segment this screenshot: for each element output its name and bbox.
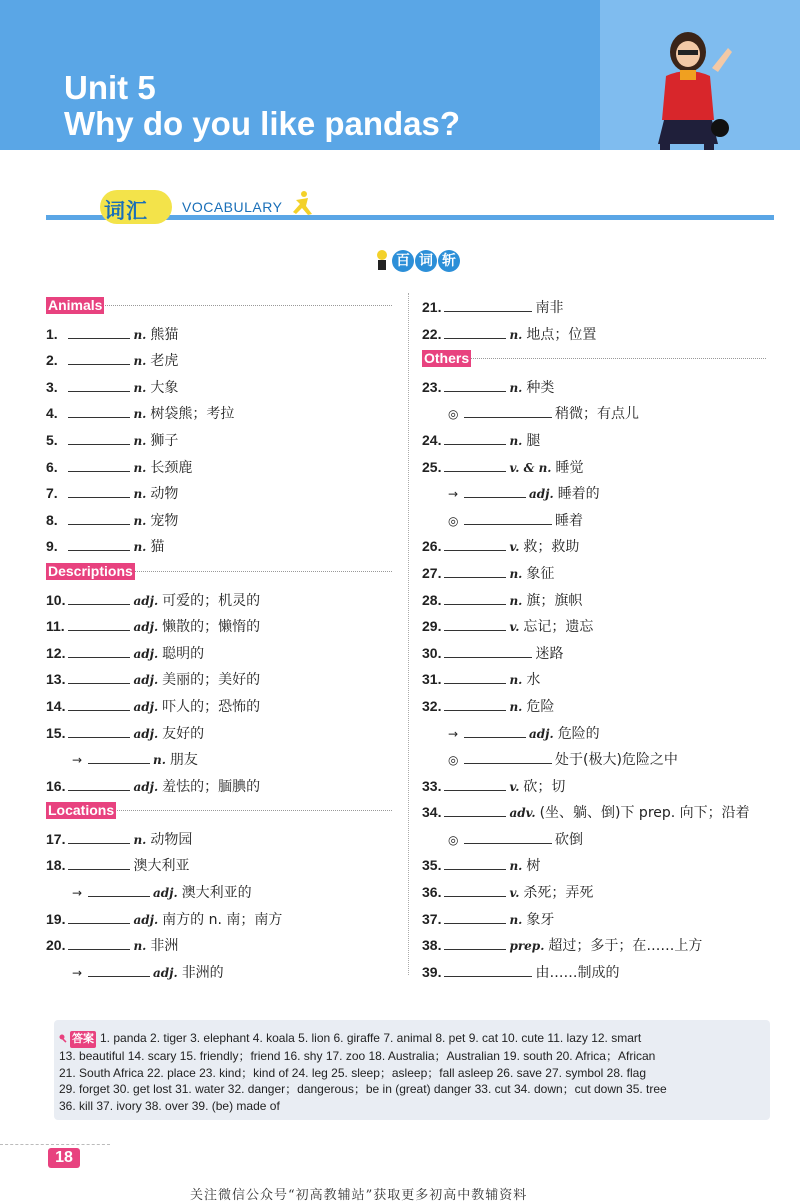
- item-number: 2.: [46, 352, 58, 369]
- item-number: 3.: [46, 378, 58, 395]
- part-of-speech: adj.: [133, 620, 159, 635]
- answer-blank[interactable]: [68, 426, 130, 445]
- chinese-meaning: 迷路: [535, 645, 564, 662]
- chinese-meaning: 动物: [150, 486, 179, 503]
- chinese-meaning: 救；救助: [523, 539, 580, 556]
- answer-label: 答案: [70, 1031, 96, 1048]
- vocab-item: [46, 612, 392, 639]
- part-of-speech: adj.: [153, 965, 178, 980]
- vocab-item: [46, 878, 392, 905]
- part-of-speech: n.: [133, 380, 147, 395]
- answer-line-text: 29. forget 30. get lost 31. water 32. danger；dangerous；be in (great) danger 33. cut 34. down；cut down 35. tree: [59, 1082, 667, 1097]
- chinese-meaning: 处于(极大)危险之中: [555, 752, 678, 769]
- answer-blank[interactable]: [444, 878, 506, 897]
- answer-blank[interactable]: [444, 851, 506, 870]
- item-number: 34.: [422, 804, 442, 821]
- chinese-meaning: 忘记；遗忘: [523, 619, 594, 636]
- vocab-item: [422, 293, 766, 320]
- answer-blank[interactable]: [444, 639, 532, 658]
- answer-blank[interactable]: [68, 692, 130, 711]
- item-number: 8.: [46, 511, 58, 528]
- item-mark: →: [448, 726, 459, 741]
- vocab-item: [46, 399, 392, 426]
- answer-blank[interactable]: [68, 665, 130, 684]
- item-number: 29.: [422, 618, 442, 635]
- bcz-char-2: 词: [415, 250, 437, 272]
- part-of-speech: adj.: [133, 673, 159, 688]
- item-number: 12.: [46, 644, 66, 661]
- item-number: 37.: [422, 910, 442, 927]
- answer-line-text: 36. kill 37. ivory 38. over 39. (be) made of: [59, 1099, 280, 1114]
- section-header: [46, 293, 392, 320]
- vocab-item: [422, 931, 766, 958]
- chinese-meaning: 稍微；有点儿: [555, 406, 639, 423]
- item-number: 39.: [422, 963, 442, 980]
- chinese-meaning: 由……制成的: [535, 964, 620, 981]
- answer-blank[interactable]: [444, 612, 506, 631]
- answer-blank[interactable]: [444, 453, 506, 472]
- chinese-meaning: 南非: [535, 300, 564, 316]
- answer-blank[interactable]: [444, 426, 506, 445]
- runner-icon: [290, 190, 314, 216]
- part-of-speech: n.: [133, 460, 147, 475]
- part-of-speech: adj.: [133, 593, 159, 608]
- answer-line: [59, 1048, 765, 1065]
- chinese-meaning: 大象: [150, 379, 179, 396]
- answer-blank[interactable]: [464, 745, 552, 764]
- vocab-item: [422, 878, 766, 905]
- item-number: 20.: [46, 937, 66, 954]
- chinese-meaning: 朋友: [169, 752, 198, 769]
- chinese-meaning: 友好的: [162, 725, 205, 742]
- chinese-meaning: 猫: [150, 539, 165, 556]
- item-number: 17.: [46, 830, 66, 847]
- item-number: 32.: [422, 697, 442, 714]
- part-of-speech: n.: [133, 407, 147, 422]
- vocab-title-en: VOCABULARY: [182, 199, 283, 215]
- item-number: 1.: [46, 325, 58, 342]
- part-of-speech: n.: [133, 513, 147, 528]
- chinese-meaning: 澳大利亚的: [181, 885, 252, 902]
- vocab-item: [46, 772, 392, 799]
- part-of-speech: n.: [133, 327, 147, 342]
- item-number: 25.: [422, 458, 442, 475]
- answer-blank[interactable]: [464, 479, 526, 498]
- chinese-meaning: 宠物: [150, 512, 179, 529]
- item-number: 10.: [46, 591, 66, 608]
- vocab-item: [422, 798, 766, 825]
- chinese-meaning: 危险: [526, 698, 555, 715]
- answer-blank[interactable]: [68, 851, 130, 870]
- item-number: 30.: [422, 644, 442, 661]
- answer-blank[interactable]: [88, 958, 150, 977]
- answer-blank[interactable]: [68, 532, 130, 551]
- part-of-speech: n.: [509, 859, 523, 874]
- chinese-meaning: 种类: [526, 379, 555, 396]
- answer-blank[interactable]: [88, 878, 150, 897]
- vocab-item: [46, 506, 392, 533]
- chinese-meaning: 睡觉: [555, 459, 584, 476]
- answer-blank[interactable]: [68, 399, 130, 418]
- item-number: 33.: [422, 777, 442, 794]
- answer-blank[interactable]: [68, 639, 130, 658]
- item-number: 6.: [46, 458, 58, 475]
- item-mark: ◎: [448, 513, 459, 528]
- key-icon: [59, 1034, 69, 1044]
- answer-blank[interactable]: [68, 320, 130, 339]
- chinese-meaning: 长颈鹿: [150, 459, 193, 476]
- bcz-char-1: 百: [392, 250, 414, 272]
- vocab-item: [422, 586, 766, 613]
- vocab-item: [422, 745, 766, 772]
- vocab-item: [46, 958, 392, 985]
- part-of-speech: n.: [133, 939, 147, 954]
- part-of-speech: n.: [509, 566, 523, 581]
- part-of-speech: v.: [509, 620, 520, 635]
- item-number: 21.: [422, 299, 442, 315]
- chinese-meaning: 树: [526, 858, 541, 875]
- vocab-item: [422, 825, 766, 852]
- item-number: 22.: [422, 325, 442, 342]
- section-tag: Others: [424, 350, 470, 367]
- part-of-speech: adj.: [529, 487, 554, 502]
- vocab-item: [422, 692, 766, 719]
- chinese-meaning: 南方的 n. 南；南方: [162, 911, 283, 928]
- part-of-speech: n.: [509, 912, 523, 927]
- item-number: 26.: [422, 538, 442, 555]
- part-of-speech: n.: [133, 354, 147, 369]
- answer-blank[interactable]: [68, 825, 130, 844]
- answer-line-text: 13. beautiful 14. scary 15. friendly；friend 16. shy 17. zoo 18. Australia；Australian 19. south 20. Africa；African: [59, 1048, 656, 1063]
- item-number: 14.: [46, 697, 66, 714]
- item-number: 36.: [422, 884, 442, 901]
- vocab-item: [422, 532, 766, 559]
- item-mark: →: [448, 487, 459, 502]
- answer-line: [59, 1030, 765, 1048]
- part-of-speech: adj.: [133, 699, 159, 714]
- part-of-speech: adj.: [153, 886, 178, 901]
- answer-blank[interactable]: [444, 958, 532, 977]
- part-of-speech: n.: [509, 593, 523, 608]
- item-number: 24.: [422, 431, 442, 448]
- chinese-meaning: 澳大利亚: [133, 858, 190, 875]
- part-of-speech: v. & n.: [509, 460, 552, 475]
- part-of-speech: n.: [509, 380, 523, 395]
- chinese-meaning: 超过；多于；在……上方: [548, 938, 703, 955]
- vocab-item: [46, 373, 392, 400]
- section-header: [422, 346, 766, 373]
- mascot-icon: [372, 248, 392, 274]
- item-mark: ◎: [448, 832, 459, 847]
- chinese-meaning: 砍；切: [523, 778, 566, 795]
- item-number: 9.: [46, 538, 58, 555]
- vocab-item: [46, 825, 392, 852]
- item-number: 28.: [422, 591, 442, 608]
- vocab-item: [422, 453, 766, 480]
- item-number: 23.: [422, 378, 442, 395]
- vocab-item: [46, 426, 392, 453]
- vocab-item: [422, 905, 766, 932]
- answer-blank[interactable]: [444, 798, 506, 817]
- chinese-meaning: 水: [526, 672, 541, 689]
- vocab-item: [46, 665, 392, 692]
- answer-line-text: 21. South Africa 22. place 23. kind；kind of 24. leg 25. sleep；asleep；fall asleep 26. save 27. symbol 28. flag: [59, 1065, 647, 1080]
- answer-blank[interactable]: [444, 905, 506, 924]
- vocab-item: [422, 479, 766, 506]
- page-number: 18: [48, 1148, 80, 1168]
- answer-blank[interactable]: [68, 931, 130, 950]
- chinese-meaning: 可爱的；机灵的: [162, 592, 261, 609]
- answer-blank[interactable]: [68, 506, 130, 525]
- chinese-meaning: 狮子: [150, 432, 179, 449]
- answer-line: [59, 1098, 765, 1115]
- vocab-item: [422, 851, 766, 878]
- vocab-title-cn: 词汇: [104, 198, 148, 223]
- unit-title: Why do you like pandas?: [64, 105, 461, 142]
- section-header: [46, 559, 392, 586]
- answer-blank[interactable]: [444, 931, 506, 950]
- item-mark: →: [72, 886, 83, 901]
- vocab-item: [422, 719, 766, 746]
- vocab-item: [422, 426, 766, 453]
- vocab-item: [46, 479, 392, 506]
- item-number: 5.: [46, 431, 58, 448]
- item-number: 27.: [422, 564, 442, 581]
- vocab-item: [46, 905, 392, 932]
- chinese-meaning: 非洲: [150, 938, 179, 955]
- part-of-speech: n.: [133, 540, 147, 555]
- section-tag: Animals: [48, 297, 103, 313]
- vocab-item: [422, 958, 766, 985]
- right-column: [422, 293, 766, 984]
- vocab-item: [422, 612, 766, 639]
- answer-blank[interactable]: [464, 719, 526, 738]
- vocab-item: [46, 745, 392, 772]
- vocab-item: [46, 639, 392, 666]
- part-of-speech: n.: [133, 832, 147, 847]
- chinese-meaning: 旗；旗帜: [526, 592, 583, 609]
- section-header: [46, 798, 392, 825]
- chinese-meaning: 老虎: [150, 353, 179, 370]
- chinese-meaning: 懒散的；懒惰的: [162, 619, 261, 636]
- column-divider: [408, 293, 409, 975]
- vocab-item: [46, 931, 392, 958]
- vocab-item: [46, 532, 392, 559]
- item-number: 35.: [422, 857, 442, 874]
- item-mark: →: [72, 753, 83, 768]
- item-number: 4.: [46, 405, 58, 422]
- part-of-speech: n.: [509, 699, 523, 714]
- vocab-item: [422, 665, 766, 692]
- chinese-meaning: 睡着的: [557, 486, 600, 503]
- section-tag: Locations: [48, 802, 115, 819]
- answer-blank[interactable]: [444, 772, 506, 791]
- item-number: 11.: [46, 618, 65, 635]
- answer-blank[interactable]: [68, 586, 130, 605]
- vocab-item: [46, 719, 392, 746]
- chinese-meaning: 熊猫: [150, 326, 179, 343]
- vocab-item: [422, 320, 766, 347]
- item-number: 19.: [46, 910, 66, 927]
- answer-line: [59, 1081, 765, 1098]
- vocab-item: [422, 772, 766, 799]
- chinese-meaning: (坐、躺、倒)下 prep. 向下；沿着: [539, 805, 750, 822]
- answer-line-text: 1. panda 2. tiger 3. elephant 4. koala 5. lion 6. giraffe 7. animal 8. pet 9. cat 10. cute 11. lazy 12. smart: [100, 1031, 642, 1045]
- part-of-speech: adj.: [133, 726, 159, 741]
- vocab-item: [46, 692, 392, 719]
- unit-number: Unit 5: [64, 69, 156, 106]
- part-of-speech: n.: [509, 433, 523, 448]
- answer-blank[interactable]: [68, 719, 130, 738]
- part-of-speech: n.: [509, 327, 523, 342]
- part-of-speech: adj.: [133, 912, 159, 927]
- answer-blank[interactable]: [68, 612, 130, 631]
- footer-note: 关注微信公众号“初高教辅站”获取更多初高中教辅资料: [190, 1188, 528, 1203]
- answer-blank[interactable]: [68, 479, 130, 498]
- item-mark: →: [72, 965, 83, 980]
- item-mark: ◎: [448, 753, 459, 768]
- left-column: [46, 293, 392, 984]
- chinese-meaning: 聪明的: [162, 645, 205, 662]
- section-dots: [422, 358, 766, 359]
- answer-blank[interactable]: [88, 745, 150, 764]
- item-number: 18.: [46, 857, 66, 874]
- answer-box: [54, 1020, 770, 1120]
- chinese-meaning: 危险的: [557, 725, 600, 742]
- item-number: 7.: [46, 485, 58, 502]
- answer-blank[interactable]: [444, 293, 532, 312]
- bcz-char-3: 斩: [438, 250, 460, 272]
- vocab-item: [422, 373, 766, 400]
- answer-blank[interactable]: [68, 905, 130, 924]
- answer-blank[interactable]: [68, 453, 130, 472]
- vocab-item: [46, 851, 392, 878]
- answer-text: [59, 1030, 765, 1115]
- part-of-speech: adv.: [509, 806, 536, 821]
- chinese-meaning: 羞怯的；腼腆的: [162, 778, 261, 795]
- chinese-meaning: 杀死；弄死: [523, 885, 594, 902]
- item-number: 13.: [46, 671, 66, 688]
- answer-blank[interactable]: [444, 373, 506, 392]
- chinese-meaning: 吓人的；恐怖的: [162, 698, 261, 715]
- part-of-speech: n.: [133, 487, 147, 502]
- answer-blank[interactable]: [464, 399, 552, 418]
- answer-line: [59, 1065, 765, 1082]
- chinese-meaning: 树袋熊；考拉: [150, 406, 235, 423]
- vocab-item: [46, 320, 392, 347]
- section-tag: Descriptions: [48, 562, 133, 579]
- vocab-item: [46, 346, 392, 373]
- answer-blank[interactable]: [444, 692, 506, 711]
- answer-blank[interactable]: [464, 825, 552, 844]
- page-rule: [0, 1144, 110, 1145]
- answer-blank[interactable]: [68, 373, 130, 392]
- chinese-meaning: 象牙: [526, 911, 555, 928]
- vocab-item: [422, 559, 766, 586]
- part-of-speech: prep.: [509, 939, 545, 954]
- vocab-item: [46, 453, 392, 480]
- chinese-meaning: 睡着: [555, 512, 583, 529]
- item-number: 16.: [46, 777, 66, 794]
- item-number: 15.: [46, 724, 66, 741]
- chinese-meaning: 象征: [526, 565, 555, 582]
- vocab-item: [422, 639, 766, 666]
- part-of-speech: adj.: [133, 779, 159, 794]
- part-of-speech: v.: [509, 540, 520, 555]
- part-of-speech: n.: [153, 753, 166, 768]
- item-number: 31.: [422, 671, 442, 688]
- chinese-meaning: 动物园: [150, 831, 193, 848]
- part-of-speech: v.: [509, 779, 520, 794]
- answer-blank[interactable]: [444, 665, 506, 684]
- answer-blank[interactable]: [444, 320, 506, 339]
- part-of-speech: n.: [133, 433, 147, 448]
- answer-blank[interactable]: [68, 346, 130, 365]
- vocab-item: [422, 506, 766, 533]
- answer-blank[interactable]: [444, 586, 506, 605]
- vocab-item: [422, 399, 766, 426]
- chinese-meaning: 地点；位置: [526, 326, 597, 343]
- part-of-speech: adj.: [529, 726, 554, 741]
- answer-blank[interactable]: [444, 532, 506, 551]
- item-number: 38.: [422, 937, 442, 954]
- unit-header: [0, 0, 800, 150]
- chinese-meaning: 砍倒: [555, 831, 583, 848]
- part-of-speech: n.: [509, 673, 523, 688]
- chinese-meaning: 美丽的；美好的: [162, 672, 261, 689]
- answer-blank[interactable]: [444, 559, 506, 578]
- answer-blank[interactable]: [68, 772, 130, 791]
- girl-illustration: [640, 28, 750, 150]
- item-mark: ◎: [448, 407, 459, 422]
- chinese-meaning: 腿: [526, 432, 541, 449]
- chinese-meaning: 非洲的: [181, 964, 224, 981]
- part-of-speech: v.: [509, 886, 520, 901]
- vocab-item: [46, 586, 392, 613]
- part-of-speech: adj.: [133, 646, 159, 661]
- answer-blank[interactable]: [464, 506, 552, 525]
